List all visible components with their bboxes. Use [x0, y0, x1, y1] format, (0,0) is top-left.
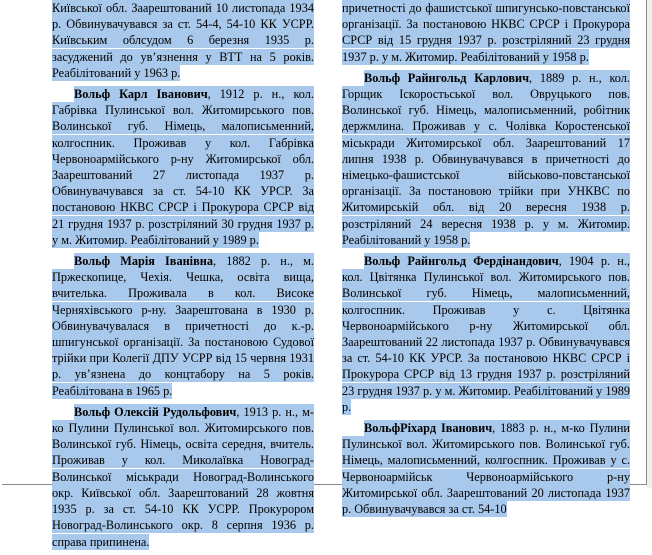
entry-name[interactable]: Вольф Райнгольд Карлович [364, 70, 530, 85]
document-page [2, 0, 647, 549]
entry-text[interactable]: Київської обл. Заарештований 10 листопада 1934 р. Обвинувачувався за ст. 54-4, 54-10 КК УСРР. Київським облсудом 6 березня 1935 р. засуджений до ув’язнення у ВТТ на 5 років. Реабілітований у 1963 р. [52, 1, 314, 80]
entry [52, 86, 314, 248]
entry-text[interactable]: , 1904 р. н., кол. Цвітянка Пулинської вол. Житомирського пов. Волинської губ. Німець, малописьменний, колгоспник. Проживав у с. Цвітянка Червоноармійського р-ну Житомирської обл. Заарештований 22 листопада 1937 р. Обвинувачувався за ст. 54-10 КК УРСР. За постановою НКВС СРСР і Прокурора СРСР від 13 грудня 1937 р. розстріляний 23 грудня 1937 р. у м. Житомир. Реабілітований у 1989 р. [342, 254, 631, 414]
entry [342, 420, 630, 517]
entry [342, 0, 630, 65]
entry-name[interactable]: Вольф Олексій Рудольфович [74, 404, 237, 419]
entry-name[interactable]: Вольф Марія Іванівна [74, 254, 213, 269]
entry-name[interactable]: Вольф Райнгольд Фердінандович [364, 254, 559, 269]
entry-text[interactable]: , 1912 р. н., кол. Габрівка Пулинської вол. Житомирського пов. Волинської губ. Німець, малописьменний, колгоспник. Проживав у кол. Габрівка Червоноармійського р-ну Житомирської обл. Заарештований 27 листопада 1937 р. Обвинувачувався за ст. 54-10 КК УРСР. За постановою НКВС СРСР і Прокурора СРСР від 21 грудня 1937 р. розстріляний 30 грудня 1937 р. у м. Житомир. Реабілітований у 1989 р. [52, 87, 314, 247]
entry-text[interactable]: , 1913 р. н., м-ко Пулини Пулинської вол. Житомирського пов. Волинської губ. Німець, освіта середня, вчитель. Проживав у кол. Миколаївка Новоград-Волинської міськради Новоград-Волинського окр. Київської обл. Заарештований 28 жовтня 1935 р. за ст. 54-10 КК УСРР. Прокурором Новоград-Волинського окр. 8 серпня 1936 р. справа припинена. [52, 404, 314, 549]
left-column [52, 0, 314, 555]
entry-name[interactable]: ВольфРіхард Іванович [364, 421, 493, 436]
entry-name[interactable]: Вольф Карл Іванович [74, 87, 208, 102]
entry [52, 253, 314, 399]
entry-text[interactable]: причетності до фашистської шпигунсько-повстанської організації. За постановою НКВС СРСР і Прокурора СРСР від 15 грудня 1937 р. розстріляний 23 грудня 1937 р. у м. Житомир. Реабілітований у 1958 р. [342, 1, 630, 64]
window-edge [647, 0, 652, 488]
entry-text[interactable]: , 1883 р. н., м-ко Пулини Пулинської вол. Житомирського пов. Волинської губ. Німець, малописьменний, колгоспник. Проживав у с. Червоноармійськ Червоноармійського р-ну Житомирської обл. Заарештований 20 листопада 1937 р. Обвинувачувався за ст. 54-10 [342, 421, 630, 517]
entry [52, 0, 314, 81]
entry [52, 404, 314, 550]
entry [342, 70, 630, 248]
entry-text[interactable]: , 1889 р. н., кол. Горщик Іскоростьської вол. Овруцького пов. Волинської губ. Німець, малописьменний, робітник держмлина. Проживав у с. Чолівка Коростенської міськради Житомирської обл. Заарештований 17 липня 1938 р. Обвинувачувався в причетності до німецько-фашистської військово-повстанської організації. За постановою трійки при УНКВС по Житомирській обл. від 20 вересня 1938 р. розстріляний 24 вересня 1938 р. у м. Житомир. Реабілітований у 1958 р. [342, 70, 630, 247]
entry [342, 253, 630, 415]
right-column [342, 0, 630, 522]
entry-text[interactable]: , 1882 р. н., м. Пржескопице, Чехія. Чешка, освіта вища, вчителька. Проживала в кол. Високе Черняхівського р-ну. Заарештована в 1930 р. Обвинувачувалася в причетності до к.-р. шпигунської організації. За постановою Судової трійки при Колегії ДПУ УСРР від 15 червня 1931 р. ув’язнена до концтабору на 5 років. Реабілітована в 1965 р. [52, 254, 314, 398]
